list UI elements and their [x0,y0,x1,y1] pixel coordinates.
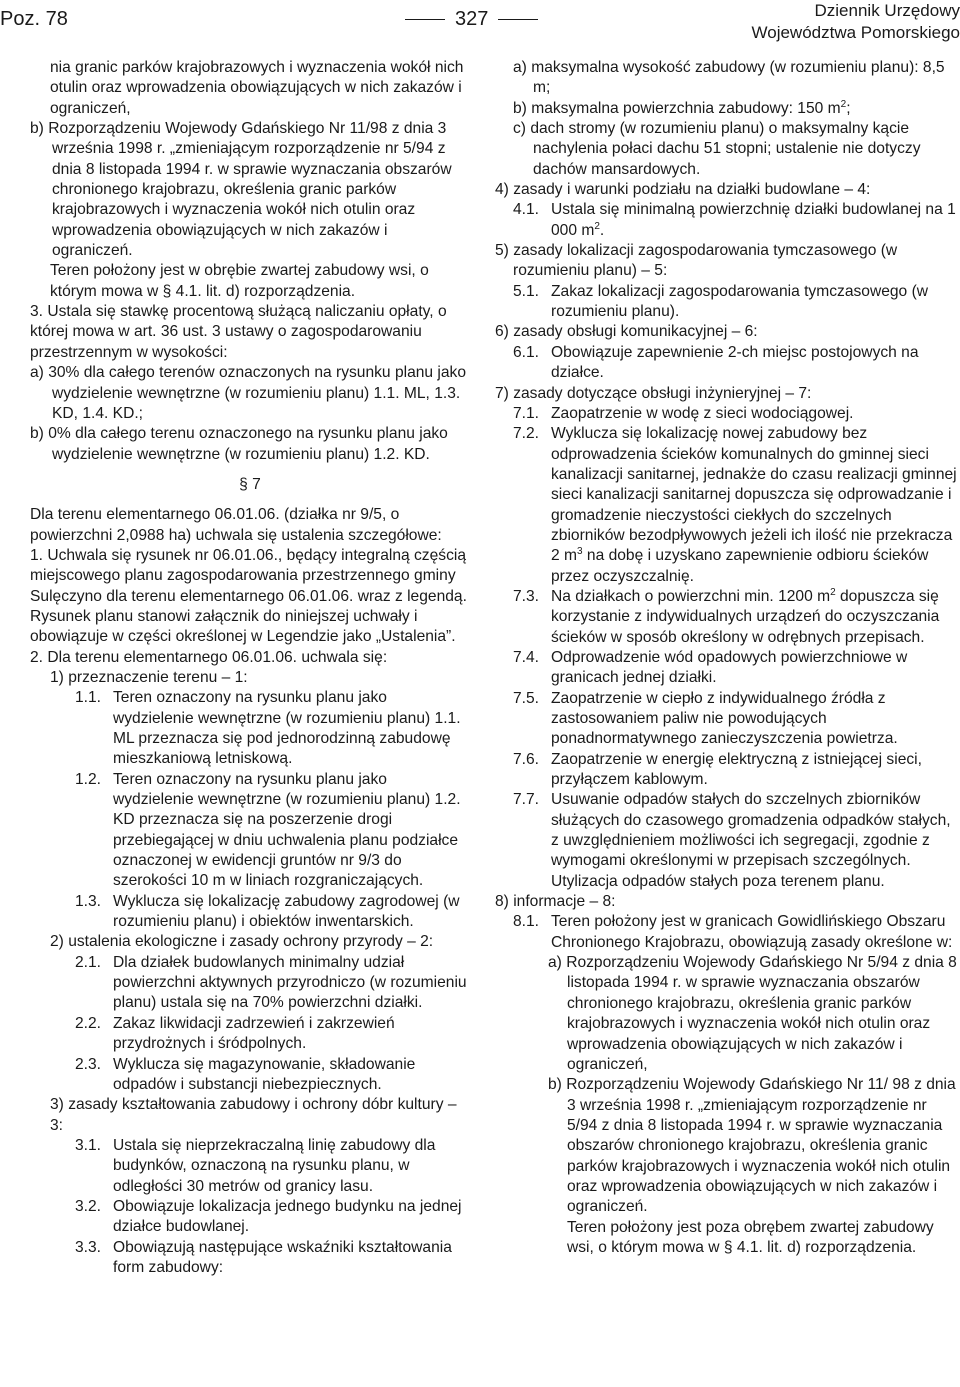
text-run: ; [846,99,851,117]
paragraph: 3) zasady kształtowania zabudowy i ochrony dóbr kultury – 3: [50,1096,457,1134]
paragraph: Teren położony jest w obrębie zwartej zabudowy wsi, o którym mowa w § 4.1. lit. d) rozporządzenia. [50,262,429,300]
dash-right [498,19,538,20]
list-item [30,1014,470,1055]
item-text: Zakaz lokalizacji zagospodarowania tymczasowego (w rozumieniu planu). [551,282,929,321]
paragraph [495,99,960,119]
paragraph: 3. Ustala się stawkę procentową służącą naliczaniu opłaty, o której mowa w art. 36 ust. 3 ustawy o zagospodarowaniu przestrzennym w wysokości: [30,303,447,361]
item-number: 7.5. [513,689,540,707]
item-number: 2.3. [75,1055,102,1073]
list-item [495,282,960,323]
item-text: Usuwanie odpadów stałych do szczelnych zbiorników służących do czasowego gromadzenia odpadków stałych, z uwzględnieniem możliwości ich segregacji, zgodnie z wymogami określonymi w przepisach szczególnych. Utylizacja odpadów stałych poza terenem planu. [551,791,951,890]
item-text: Teren oznaczony na rysunku planu jako wydzielenie wewnętrzne (w rozumieniu planu) 1.2. KD przeznacza się na poszerzenie drogi przebiegającej w dniu uchwalenia planu podziałce oznaczonej w ewidencji gruntów nr 9/3 do szerokości 10 m w liniach rozgraniczających. [113,770,461,890]
paragraph: c) dach stromy (w rozumieniu planu) o maksymalny kącie nachylenia połaci dachu 51 stopni; ustalenie nie dotyczy dachów mansardowych. [513,120,921,178]
item-number: 4.1. [513,201,540,219]
paragraph: b) Rozporządzeniu Wojewody Gdańskiego Nr 11/ 98 z dnia 3 września 1998 r. „zmieniającym rozporządzenie nr 5/94 z dnia 8 listopada 1994 r. w sprawie wyznaczania obszarów chronionego krajobrazu, określenia granic parków krajobrazowych i wyznaczenia wokół nich otulin oraz wprowadzenia obowiązujących w nich zakazów i ograniczeń. [548,1076,956,1216]
item-text: Wyklucza się lokalizację nowej zabudowy bez odprowadzenia ścieków komunalnych do gminnej sieci kanalizacji sanitarnej, jednakże do czasu realizacji gminnej sieci kanalizacji sanitarnej dopuszcza się odprowadzanie i gromadzenie nieczystości ciekłych do szczelnych zbiorników bezodpływowych jeżeli ich ilość nie przekracza 2 m [551,425,957,565]
paragraph: 1) przeznaczenie terenu – 1: [50,668,248,686]
item-text: Odprowadzenie wód opadowych powierzchniowe w granicach jednej działki. [551,648,908,687]
paragraph: nia granic parków krajobrazowych i wyznaczenia wokół nich otulin oraz wprowadzenia obowiązujących w nich zakazów i ograniczeń, [50,59,464,117]
list-item [30,1055,470,1096]
paragraph: b) 0% dla całego terenu oznaczonego na rysunku planu jako wydzielenie wewnętrzne (w rozumieniu planu) 1.2. KD. [30,425,448,463]
item-text: Na działkach o powierzchni min. 1200 m [551,587,831,605]
paragraph: 6) zasady obsługi komunikacyjnej – 6: [495,323,758,341]
item-number: 3.2. [75,1197,102,1215]
item-number: 1.1. [75,689,102,707]
paragraph: 7) zasady dotyczące obsługi inżynieryjnej – 7: [495,384,812,402]
paragraph: 4) zasady i warunki podziału na działki budowlane – 4: [495,181,871,199]
item-text: Obowiązuje lokalizacja jednego budynku na jednej działce budowlanej. [113,1197,462,1236]
right-column [495,58,960,1258]
item-number: 7.1. [513,404,540,422]
paragraph: 1. Uchwala się rysunek nr 06.01.06., będący integralną częścią miejscowego planu zagospodarowania przestrzennego gminy Sulęczyno dla terenu elementarnego 06.01.06. wraz z legendą. Rysunek planu stanowi załącznik do niniejszej uchwały i obowiązuje w części określonej w Legendzie jako „Ustalenia”. [30,546,467,646]
paragraph: b) Rozporządzeniu Wojewody Gdańskiego Nr 11/98 z dnia 3 września 1998 r. „zmieniającym rozporządzenie nr 5/94 z dnia 8 listopada 1994 r. w sprawie wyznaczania obszarów chronionego krajobrazu, określenia granic parków krajobrazowych i wyznaczenia wokół nich otulin oraz wprowadzenia obowiązujących w nich zakazów i ograniczeń. [30,120,452,260]
superscript: 2 [840,98,847,110]
item-text: Ustala się nieprzekraczalną linię zabudowy dla budynków, oznaczoną na rysunku planu, w odległości 30 metrów od granicy lasu. [113,1136,436,1195]
list-item [30,770,470,892]
paragraph: 2) ustalenia ekologiczne i zasady ochrony przyrody – 2: [50,933,434,951]
item-text: Zaopatrzenie w ciepło z indywidualnego źródła z zastosowaniem paliw nie powodujących ponadnormatywnego zanieczyszczenia powietrza. [551,689,898,748]
list-item [495,200,960,241]
list-item [495,750,960,791]
list-item [495,790,960,892]
paragraph: a) maksymalna wysokość zabudowy (w rozumieniu planu): 8,5 m; [513,59,945,97]
text-run: dopuszcza się korzystanie z indywidualnych urządzeń do oczyszczania ścieków w sposób określony w odrębnych przepisach. [551,587,940,646]
list-item [495,343,960,384]
item-text: Zakaz likwidacji zadrzewień i zakrzewień przydrożnych i śródpolnych. [113,1014,395,1053]
paragraph: a) 30% dla całego terenów oznaczonych na rysunku planu jako wydzielenie wewnętrzne (w rozumieniu planu) 1.1. ML, 1.3. KD, 1.4. KD.; [30,364,467,422]
page-number-block [405,8,538,31]
item-number: 7.3. [513,587,540,605]
item-number: 7.7. [513,791,540,809]
paragraph: 8) informacje – 8: [495,893,616,911]
superscript: 2 [594,220,600,232]
item-text: Dla działek budowlanych minimalny udział powierzchni aktywnych przyrodniczo (w rozumieniu planu) ustala się na 70% powierzchni działki. [113,953,467,1012]
page-header [0,0,960,48]
list-item [495,587,960,648]
item-number: 3.1. [75,1136,102,1154]
item-number: 1.3. [75,892,102,910]
list-item [30,1136,470,1197]
item-text: Obowiązuje zapewnienie 2-ch miejsc postojowych na działce. [551,343,919,382]
text-run: . [599,221,605,239]
item-text: Obowiązują następujące wskaźniki kształtowania form zabudowy: [113,1238,452,1276]
item-number: 5.1. [513,282,540,300]
list-item [495,912,960,953]
list-item [495,424,960,587]
list-item [30,688,470,769]
journal-title [752,0,960,44]
left-column [30,58,470,1278]
journal-title-line1: Dziennik Urzędowy [814,1,960,20]
item-text: Zaopatrzenie w energię elektryczną z istniejącej sieci, przyłączem kablowym. [551,750,922,789]
item-number: 7.6. [513,750,540,768]
list-item [495,689,960,750]
item-text: Teren położony jest w granicach Gowidlińskiego Obszaru Chronionego Krajobrazu, obowiązują zasady określone w: [551,913,953,951]
superscript: 2 [830,586,836,598]
page-label: Poz. 78 [0,8,68,30]
item-number: 1.2. [75,770,102,788]
text-run: b) maksymalna powierzchnia zabudowy: 150 m [513,99,841,117]
item-text: Zaopatrzenie w wodę z sieci wodociągowej. [551,404,854,422]
item-number: 7.2. [513,425,540,443]
item-text: Wyklucza się lokalizację zabudowy zagrodowej (w rozumieniu planu) i obiektów inwentarskich. [113,892,460,931]
paragraph: 5) zasady lokalizacji zagospodarowania tymczasowego (w rozumieniu planu) – 5: [495,242,898,280]
item-number: 8.1. [513,913,540,931]
dash-left [405,19,445,20]
paragraph: Dla terenu elementarnego 06.01.06. (działka nr 9/5, o powierzchni 2,0988 ha) uchwala się ustalenia szczegółowe: [30,506,442,544]
section-heading: § 7 [239,475,261,493]
list-item [30,892,470,933]
page-number: 327 [455,8,489,30]
item-text: Ustala się minimalną powierzchnię działki budowlanej na 1 000 m [551,201,956,239]
text-run: na dobę i uzyskano zapewnienie odbioru ścieków przez oczyszczalnię. [551,547,929,585]
superscript: 3 [577,546,583,558]
paragraph: a) Rozporządzeniu Wojewody Gdańskiego Nr 5/94 z dnia 8 listopada 1994 r. w sprawie wyznaczania obszarów chronionego krajobrazu, określenia granic parków krajobrazowych i wyznaczenia wokół nich otulin oraz wprowadzenia obowiązujących w nich zakazów i ograniczeń, [548,954,957,1073]
item-text: Teren oznaczony na rysunku planu jako wydzielenie wewnętrzne (w rozumieniu planu) 1.1. ML przeznacza się pod jednorodzinną zabudowę mieszkaniową letniskową. [113,689,461,768]
list-item [30,1238,470,1279]
item-number: 3.3. [75,1238,102,1256]
item-number: 2.1. [75,953,102,971]
list-item [30,1197,470,1238]
item-number: 2.2. [75,1014,102,1032]
item-text: Wyklucza się magazynowanie, składowanie odpadów i substancji niebezpiecznych. [113,1055,416,1093]
list-item [30,953,470,1014]
item-number: 6.1. [513,343,540,361]
paragraph: 2. Dla terenu elementarnego 06.01.06. uchwala się: [30,648,388,666]
item-number: 7.4. [513,648,540,666]
paragraph: Teren położony jest poza obrębem zwartej zabudowy wsi, o którym mowa w § 4.1. lit. d) rozporządzenia. [567,1218,934,1256]
list-item [495,404,960,424]
list-item [495,648,960,689]
journal-title-line2: Województwa Pomorskiego [751,23,960,42]
